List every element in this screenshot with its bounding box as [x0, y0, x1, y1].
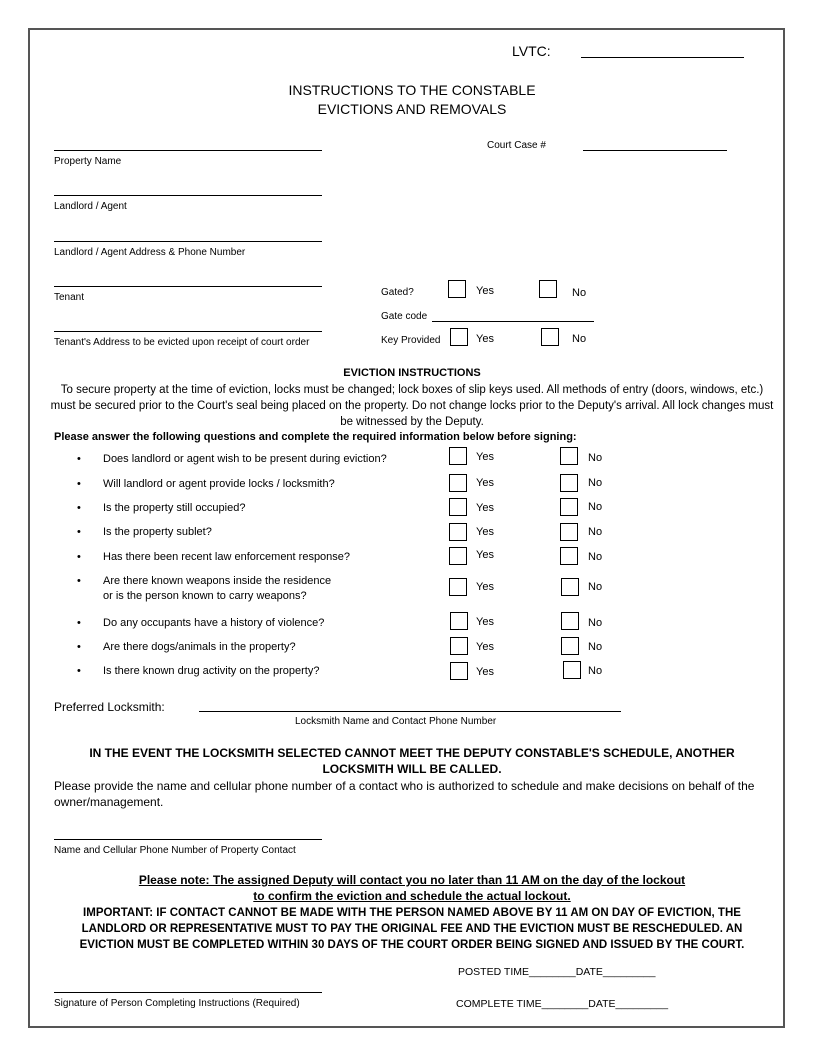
locksmith-field[interactable]: [199, 711, 621, 712]
q6-yes-checkbox[interactable]: [449, 578, 467, 596]
q1-yes-checkbox[interactable]: [449, 447, 467, 465]
landlord-address-label: Landlord / Agent Address & Phone Number: [54, 247, 246, 258]
q5-yes-checkbox[interactable]: [449, 547, 467, 565]
title-line-2: EVICTIONS AND REMOVALS: [317, 101, 507, 117]
note-line-2: to confirm the eviction and schedule the actual lockout.: [253, 889, 571, 903]
q2-no-label: No: [588, 477, 603, 489]
landlord-agent-label: Landlord / Agent: [54, 201, 127, 212]
q4-no-label: No: [588, 526, 603, 538]
contact-request: Please provide the name and cellular phone number of a contact who is authorized to schedule and make decisions on behalf of the owner/management.: [54, 779, 755, 809]
locksmith-label: Preferred Locksmith:: [54, 700, 165, 714]
gated-yes-checkbox[interactable]: [448, 280, 466, 298]
q9-yes-checkbox[interactable]: [450, 662, 468, 680]
court-case-label: Court Case #: [487, 140, 546, 151]
question-6-line-2: or is the person known to carry weapons?: [103, 590, 307, 602]
landlord-agent-field[interactable]: [54, 195, 322, 196]
key-no-label: No: [572, 333, 587, 345]
q6-no-checkbox[interactable]: [561, 578, 579, 596]
key-no-checkbox[interactable]: [541, 328, 559, 346]
q3-no-label: No: [588, 501, 603, 513]
eviction-heading: EVICTION INSTRUCTIONS: [343, 367, 481, 379]
contact-caption: Name and Cellular Phone Number of Property Contact: [54, 845, 296, 856]
q2-yes-checkbox[interactable]: [449, 474, 467, 492]
key-provided-label: Key Provided: [381, 335, 441, 346]
key-yes-label: Yes: [476, 333, 494, 345]
q8-no-label: No: [588, 641, 603, 653]
q7-yes-label: Yes: [476, 616, 494, 628]
q4-yes-checkbox[interactable]: [449, 523, 467, 541]
q9-no-label: No: [588, 665, 603, 677]
landlord-address-field[interactable]: [54, 241, 322, 242]
q7-yes-checkbox[interactable]: [450, 612, 468, 630]
q6-yes-label: Yes: [476, 581, 494, 593]
q5-yes-label: Yes: [476, 549, 494, 561]
question-1: • Does landlord or agent wish to be present during eviction?: [103, 453, 387, 465]
q6-no-label: No: [588, 581, 603, 593]
q3-yes-label: Yes: [476, 502, 494, 514]
property-name-label: Property Name: [54, 156, 122, 167]
q4-yes-label: Yes: [476, 526, 494, 538]
q9-yes-label: Yes: [476, 666, 494, 678]
tenant-label: Tenant: [54, 292, 85, 303]
question-9: • Is there known drug activity on the property?: [103, 665, 319, 677]
lvtc-label: LVTC:: [512, 43, 551, 59]
q1-yes-label: Yes: [476, 451, 494, 463]
question-3: • Is the property still occupied?: [103, 502, 245, 514]
q8-yes-label: Yes: [476, 641, 494, 653]
q2-no-checkbox[interactable]: [560, 474, 578, 492]
q1-no-label: No: [588, 452, 603, 464]
locksmith-warning-line-2: LOCKSMITH WILL BE CALLED.: [322, 762, 502, 776]
tenant-field[interactable]: [54, 286, 322, 287]
court-case-field[interactable]: [583, 150, 727, 151]
locksmith-warning-line-1: IN THE EVENT THE LOCKSMITH SELECTED CANNOT MEET THE DEPUTY CONSTABLE'S SCHEDULE, ANOTHER: [89, 746, 735, 760]
lvtc-field[interactable]: [581, 57, 744, 58]
question-4: • Is the property sublet?: [103, 526, 212, 538]
title-line-1: INSTRUCTIONS TO THE CONSTABLE: [288, 82, 536, 98]
q7-no-label: No: [588, 617, 603, 629]
tenant-address-label: Tenant's Address to be evicted upon receipt of court order: [54, 337, 310, 348]
gated-yes-label: Yes: [476, 285, 494, 297]
q3-no-checkbox[interactable]: [560, 498, 578, 516]
q1-no-checkbox[interactable]: [560, 447, 578, 465]
gate-code-field[interactable]: [432, 321, 594, 322]
q4-no-checkbox[interactable]: [560, 523, 578, 541]
question-7: • Do any occupants have a history of violence?: [103, 617, 324, 629]
eviction-prompt: Please answer the following questions and complete the required information below before signing:: [54, 431, 577, 443]
question-6-line-1: • Are there known weapons inside the residence: [103, 575, 331, 587]
q2-yes-label: Yes: [476, 477, 494, 489]
gated-no-label: No: [572, 287, 587, 299]
gated-no-checkbox[interactable]: [539, 280, 557, 298]
q7-no-checkbox[interactable]: [561, 612, 579, 630]
tenant-address-field[interactable]: [54, 331, 322, 332]
property-name-field[interactable]: [54, 150, 322, 151]
signature-field[interactable]: [54, 992, 322, 993]
gate-code-label: Gate code: [381, 311, 428, 322]
contact-field[interactable]: [54, 839, 322, 840]
q5-no-label: No: [588, 551, 603, 563]
question-8: • Are there dogs/animals in the property?: [103, 641, 296, 653]
signature-label: Signature of Person Completing Instructions (Required): [54, 998, 300, 1009]
complete-line: COMPLETE TIME________DATE_________: [456, 998, 669, 1010]
q9-no-checkbox[interactable]: [563, 661, 581, 679]
question-2: • Will landlord or agent provide locks / locksmith?: [103, 478, 335, 490]
locksmith-caption: Locksmith Name and Contact Phone Number: [295, 716, 497, 727]
q5-no-checkbox[interactable]: [560, 547, 578, 565]
question-5: • Has there been recent law enforcement response?: [103, 551, 350, 563]
q8-yes-checkbox[interactable]: [450, 637, 468, 655]
important-notice: IMPORTANT: IF CONTACT CANNOT BE MADE WITH THE PERSON NAMED ABOVE BY 11 AM ON DAY OF EVICTION, THE LANDLORD OR REPRESENTATIVE MUST TO PAY THE ORIGINAL FEE AND THE EVICTION MUST BE RESCHEDULED. AN EVICTION MUST BE COMPLETED WITHIN 30 DAYS OF THE COURT ORDER BEING SIGNED AND ISSUED BY THE COURT.: [79, 907, 745, 951]
note-line-1: Please note: The assigned Deputy will contact you no later than 11 AM on the day of the lockout: [138, 873, 686, 887]
posted-line: POSTED TIME________DATE_________: [458, 966, 656, 978]
q3-yes-checkbox[interactable]: [449, 498, 467, 516]
q8-no-checkbox[interactable]: [561, 637, 579, 655]
gated-label: Gated?: [381, 287, 414, 298]
key-yes-checkbox[interactable]: [450, 328, 468, 346]
eviction-paragraph: To secure property at the time of eviction, locks must be changed; lock boxes of slip keys used. All methods of entry (doors, windows, etc.) must be secured prior to the Court's seal being placed on the property. Do not change locks prior to the Deputy's arrival. All lock changes must be witnessed by the Deputy.: [50, 384, 774, 428]
